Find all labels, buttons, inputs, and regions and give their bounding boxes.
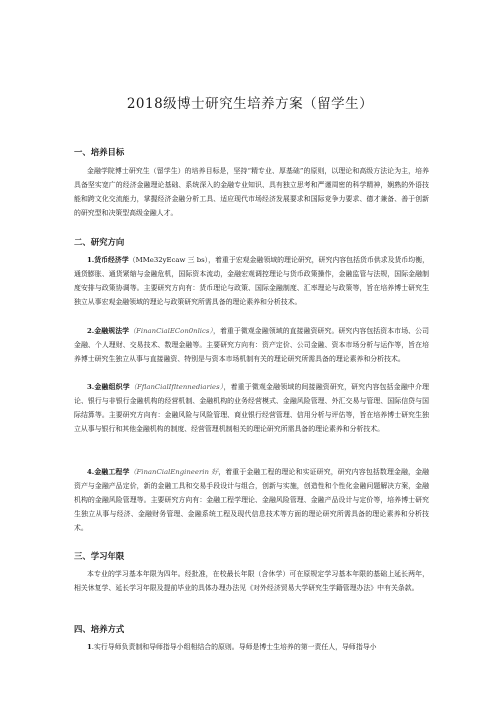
section-heading-duration: 三、学习年限 <box>74 551 125 561</box>
item-name: .货币经济学 <box>91 256 129 264</box>
paragraph-text: 金融学院博士研究生（留学生）的培养目标是，坚持“精专业、厚基础”的原则，以理论和高级方法论为主，培养具备坚实宽广的经济金融理论基础、系统深入的金融专业知识、具有独立思考和严谨周密的科学精神，娴熟的外语技能和跨文化交流能力，掌握经济金融分析工具、适应现代市场经济发展要求和国际竞争力要求、德才兼备、善于创新的研究型和决策型高级金融人才。 <box>74 167 429 218</box>
objectives-paragraph <box>74 164 429 220</box>
research-item-3 <box>74 380 429 436</box>
section-heading-research: 二、研究方向 <box>74 237 125 247</box>
research-item-1 <box>74 253 429 309</box>
item-number: 1 <box>87 256 92 264</box>
item-name: .金融组织学 <box>91 383 130 391</box>
paragraph-text: 本专业的学习基本年限为四年。经批准，在校最长年限（含休学）可在原规定学习基本年限的基础上延长两年，相关休复学、延长学习年限及提前毕业的具体办理办法见《对外经济贸易大学研究生学籍管理办法》中有关条款。 <box>74 570 429 593</box>
section-heading-objectives: 一、培养目标 <box>74 147 125 157</box>
item-text: ，着重于宏观金融领域的理论研究，研究内容包括货币供求及货币均衡，通货膨胀、通货紧缩与金融危机，国际资本流动，金融宏观调控理论与货币政策操作，金融监管与法规，国际金融制度安排与政策协调等。主要研究方向有：货币理论与政策、国际金融制度、汇率理论与政策等，旨在培养博士研究生独立从事宏观金融领域的理论与政策研究所需具备的理论素养和分析技术。 <box>74 256 430 307</box>
item-english: （MMe32yEcaw 三 bs） <box>128 256 209 264</box>
item-text: .实行导师负责制和导师指导小组相结合的原则。导师是博士生培养的第一责任人，导师指导小 <box>91 643 377 651</box>
training-item-1 <box>74 640 429 654</box>
item-english: （FflanCialIfltennediaries） <box>129 383 224 391</box>
item-text: ，着重于微观金融领域的间接融资研究，研究内容包括金融中介理论、银行与非银行金融机构的经营机制、金融机构的业务经营模式、金融风险管理、外汇交易与管理、国际信贷与国际结算等。主要研究方向有：金融风险与风险管理、商业银行经营管理、信用分析与评估等，旨在培养博士研究生独立从事与银行和其他金融机构的制度、经营管理机制相关的理论研究所需具备的理论素养和分析技术。 <box>74 383 429 434</box>
duration-paragraph <box>74 567 429 595</box>
item-english: （FinanCialECon0nlics） <box>129 327 213 335</box>
item-number: 2 <box>87 327 92 335</box>
item-number: 4 <box>87 468 92 476</box>
item-number: 1 <box>87 643 92 651</box>
item-text: ，着重于金融工程的理论和实证研究，研究内容包括数理金融，金融资产与金融产品定价，新的金融工具和交易手段设计与组合，创新与实施，创造性和个性化金融问题解决方案，金融机构的金融风险管理等。主要研究方向有：金融工程学理论、金融风险管理、金融产品设计与定价等，培养博士研究生独立从事与经济、金融财务管理、金融系统工程及现代信息技术等方面的理论研究所需具备的理论素养和分析技术。 <box>74 468 429 533</box>
item-english: （FinanCialEngineerin 好 <box>129 468 219 476</box>
item-number: 3 <box>87 383 92 391</box>
item-text: ，着重于微观金融领域的直接融资研究。研究内容包括资本市场、公司金融、个人理财、交易技术、数理金融等。主要研究方向有：资产定价、公司金融、资本市场分析与运作等，旨在培养博士研究生独立从事与直接融资、特别是与资本市场机制有关的理论研究所需具备的理论素养和分析技术。 <box>74 327 429 364</box>
section-heading-training: 四、培养方式 <box>74 624 125 634</box>
research-item-4 <box>74 465 429 535</box>
research-item-2 <box>74 324 429 366</box>
item-name: .金融规法学 <box>91 327 130 335</box>
page-title: 2018级博士研究生培养方案（留学生） <box>126 96 374 112</box>
item-name: .金融工程学 <box>91 468 130 476</box>
